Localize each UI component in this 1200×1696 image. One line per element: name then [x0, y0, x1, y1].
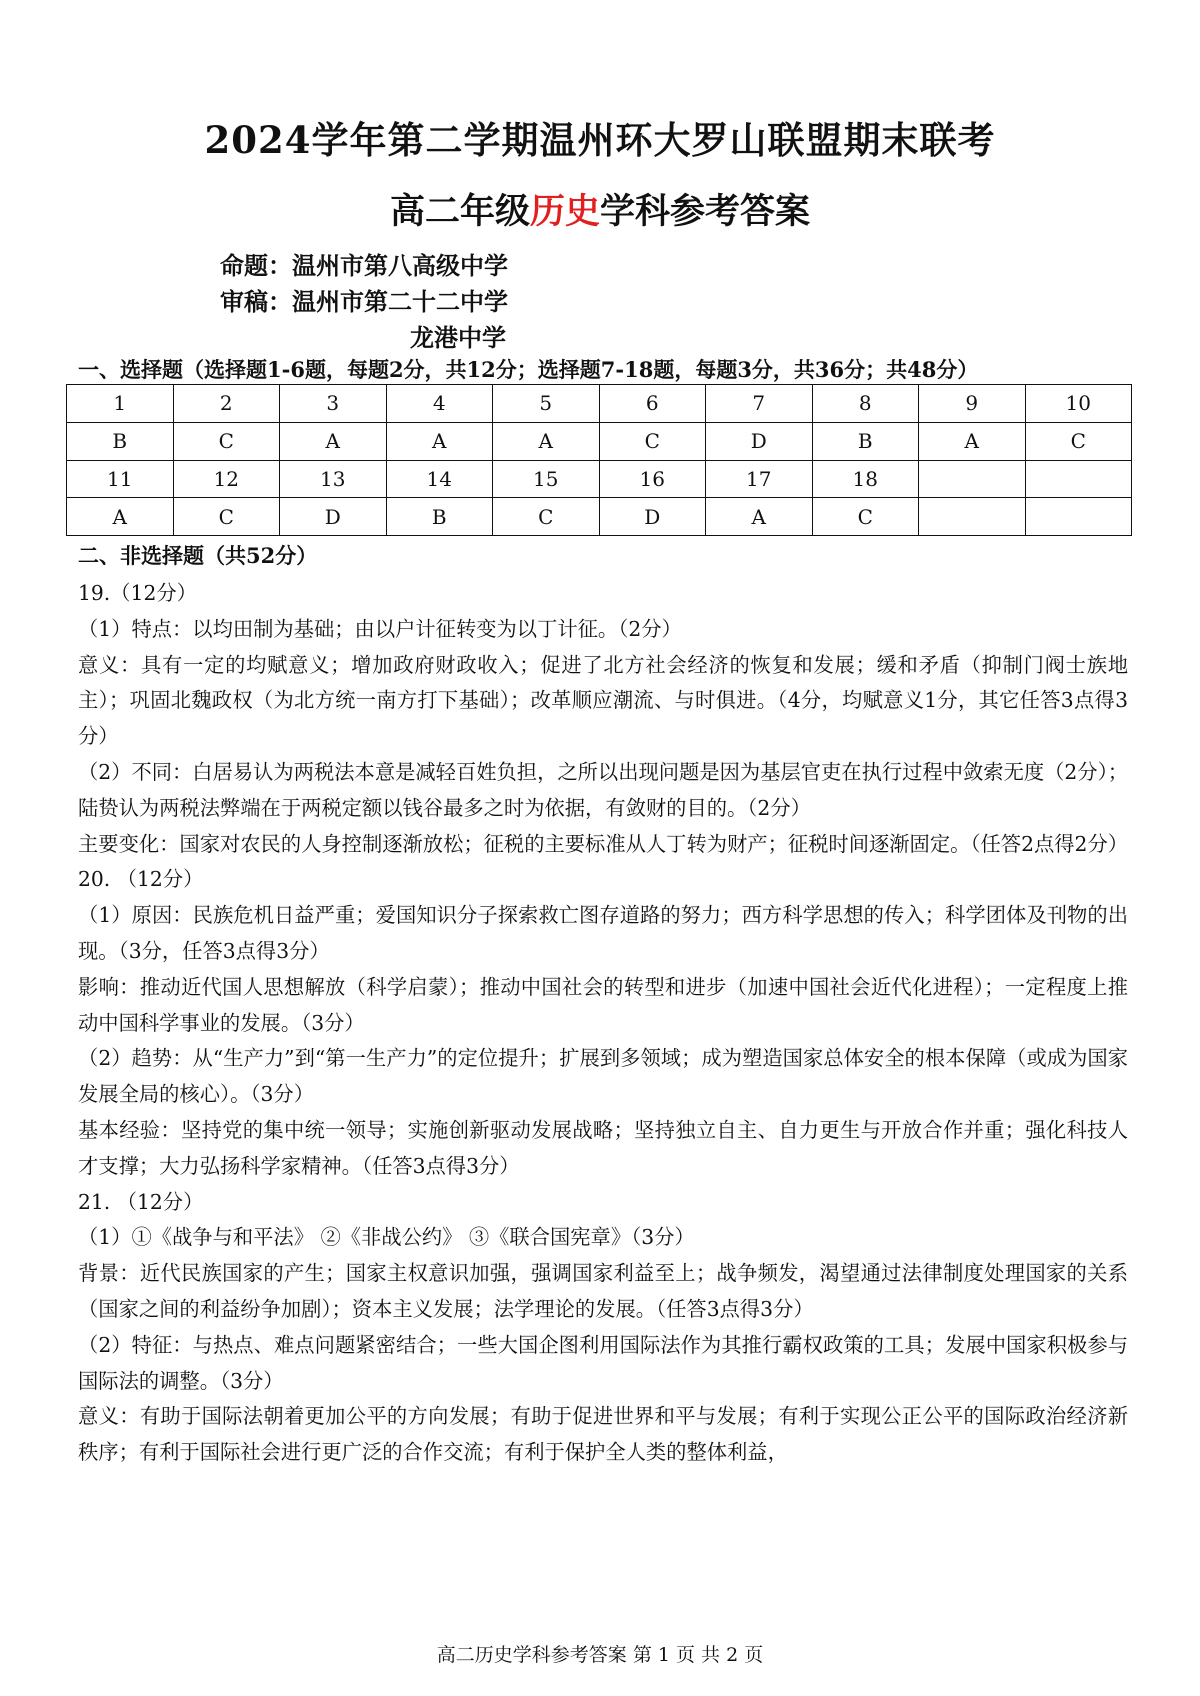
- answer-choice: D: [599, 498, 706, 536]
- document-title: 2024学年第二学期温州环大罗山联盟期末联考: [204, 118, 996, 162]
- answer-choice: A: [919, 422, 1026, 460]
- page-footer: 高二历史学科参考答案 第 1 页 共 2 页: [436, 1644, 764, 1666]
- question-number: 15: [493, 460, 600, 498]
- question-number: 7: [706, 385, 813, 423]
- reviewer-school-2: 龙港中学: [410, 323, 506, 352]
- answer-choice: A: [67, 498, 174, 536]
- q19-heading: 19.（12分）: [78, 581, 197, 605]
- answer-choice: C: [173, 422, 280, 460]
- q20-part1-reasons: （1）原因：民族危机日益严重；爱国知识分子探索救亡图存道路的努力；西方科学思想的传入；科学团体及刊物的出现。（3分，任答3点得3分）: [78, 903, 1128, 963]
- answer-choice: C: [812, 498, 919, 536]
- answer-table-row-numbers-2: [67, 460, 1132, 498]
- answer-choice: D: [706, 422, 813, 460]
- reviewer-school-1: 温州市第二十二中学: [292, 287, 508, 316]
- answer-choice: B: [812, 422, 919, 460]
- question-number: 2: [173, 385, 280, 423]
- author-label: 命题：: [220, 251, 292, 280]
- question-number: 13: [280, 460, 387, 498]
- answer-choice: B: [67, 422, 174, 460]
- q21-part2-features: （2）特征：与热点、难点问题紧密结合；一些大国企图利用国际法作为其推行霸权政策的工具；发展中国家积极参与国际法的调整。（3分）: [78, 1332, 1128, 1393]
- question-number: 11: [67, 460, 174, 498]
- answer-choice: D: [280, 498, 387, 536]
- answer-choice: C: [493, 498, 600, 536]
- answer-table-row-numbers-1: [67, 385, 1132, 423]
- answer-choice: [1025, 498, 1132, 536]
- question-number: 17: [706, 460, 813, 498]
- answer-table: [66, 384, 1132, 536]
- question-number: 16: [599, 460, 706, 498]
- q21-part2-significance: 意义：有助于国际法朝着更加公平的方向发展；有助于促进世界和平与发展；有利于实现公正公平的国际政治经济新秩序；有利于国际社会进行更广泛的合作交流；有利于保护全人类的整体利益，: [78, 1404, 1128, 1465]
- q20-heading: 20. （12分）: [78, 867, 204, 892]
- question-number: 8: [812, 385, 919, 423]
- q21-part1-works: （1）①《战争与和平法》 ②《非战公约》 ③《联合国宪章》（3分）: [78, 1225, 695, 1250]
- reviewer-label: 审稿：: [220, 287, 292, 316]
- answer-choice: [919, 498, 1026, 536]
- answer-choice: C: [173, 498, 280, 536]
- author-school: 温州市第八高级中学: [292, 251, 508, 280]
- answer-table-row-answers-2: [67, 498, 1132, 536]
- question-number: [919, 460, 1026, 498]
- section-2-heading: 二、非选择题（共52分）: [78, 543, 318, 568]
- question-number: 1: [67, 385, 174, 423]
- question-number: 3: [280, 385, 387, 423]
- question-number: 5: [493, 385, 600, 423]
- q21-heading: 21. （12分）: [78, 1189, 204, 1214]
- q20-part1-impact: 影响：推动近代国人思想解放（科学启蒙）；推动中国社会的转型和进步（加速中国社会近代化进程）；一定程度上推动中国科学事业的发展。（3分）: [78, 974, 1128, 1035]
- answer-choice: B: [386, 498, 493, 536]
- answer-choice: A: [706, 498, 813, 536]
- q20-part2-trend: （2）趋势：从“生产力”到“第一生产力”的定位提升；扩展到多领域；成为塑造国家总体安全的根本保障（或成为国家发展全局的核心）。（3分）: [78, 1046, 1128, 1107]
- question-number: 4: [386, 385, 493, 423]
- q19-part1-significance: 意义：具有一定的均赋意义；增加政府财政收入；促进了北方社会经济的恢复和发展；缓和矛盾（抑制门阀士族地主）；巩固北魏政权（为北方统一南方打下基础）；改革顺应潮流、与时俱进。（4分，均赋意义1分，其它任答3点得3分）: [78, 652, 1128, 749]
- question-number: [1025, 460, 1132, 498]
- answer-choice: A: [493, 422, 600, 460]
- author-credit: [220, 246, 508, 281]
- q19-part2-difference: （2）不同：白居易认为两税法本意是减轻百姓负担，之所以出现问题是因为基层官吏在执行过程中敛索无度（2分）；陆贽认为两税法弊端在于两税定额以钱谷最多之时为依据，有敛财的目的。（2分）: [78, 759, 1129, 820]
- q21-part1-background: 背景：近代民族国家的产生；国家主权意识加强，强调国家利益至上；战争频发，渴望通过法律制度处理国家的关系（国家之间的利益纷争加剧）；资本主义发展；法学理论的发展。（任答3点得3分）: [78, 1261, 1128, 1321]
- document-subtitle: [0, 184, 1200, 234]
- question-number: 9: [919, 385, 1026, 423]
- q19-part2-changes: 主要变化：国家对农民的人身控制逐渐放松；征税的主要标准从人丁转为财产；征税时间逐渐固定。（任答2点得2分）: [78, 831, 1129, 856]
- subtitle-grade: 高二年级: [389, 191, 530, 232]
- question-number: 12: [173, 460, 280, 498]
- answer-choice: A: [280, 422, 387, 460]
- answer-choice: C: [1025, 422, 1132, 460]
- section-1-heading: 一、选择题（选择题1-6题，每题2分，共12分；选择题7-18题，每题3分，共36分；共48分）: [78, 357, 979, 382]
- question-number: 14: [386, 460, 493, 498]
- answer-choice: A: [386, 422, 493, 460]
- q20-part2-experience: 基本经验：坚持党的集中统一领导；实施创新驱动发展战略；坚持独立自主、自力更生与开放合作并重；强化科技人才支撑；大力弘扬科学家精神。（任答3点得3分）: [78, 1117, 1128, 1178]
- question-number: 10: [1025, 385, 1132, 423]
- subtitle-subject: 历史: [529, 191, 600, 232]
- answer-table-row-answers-1: [67, 422, 1132, 460]
- answer-choice: C: [599, 422, 706, 460]
- question-number: 6: [599, 385, 706, 423]
- q19-part1-features: （1）特点：以均田制为基础；由以户计征转变为以丁计征。（2分）: [78, 616, 682, 641]
- question-number: 18: [812, 460, 919, 498]
- answer-body: [78, 576, 1128, 1471]
- reviewer-credit: [220, 282, 508, 317]
- subtitle-rest: 学科参考答案: [600, 191, 811, 232]
